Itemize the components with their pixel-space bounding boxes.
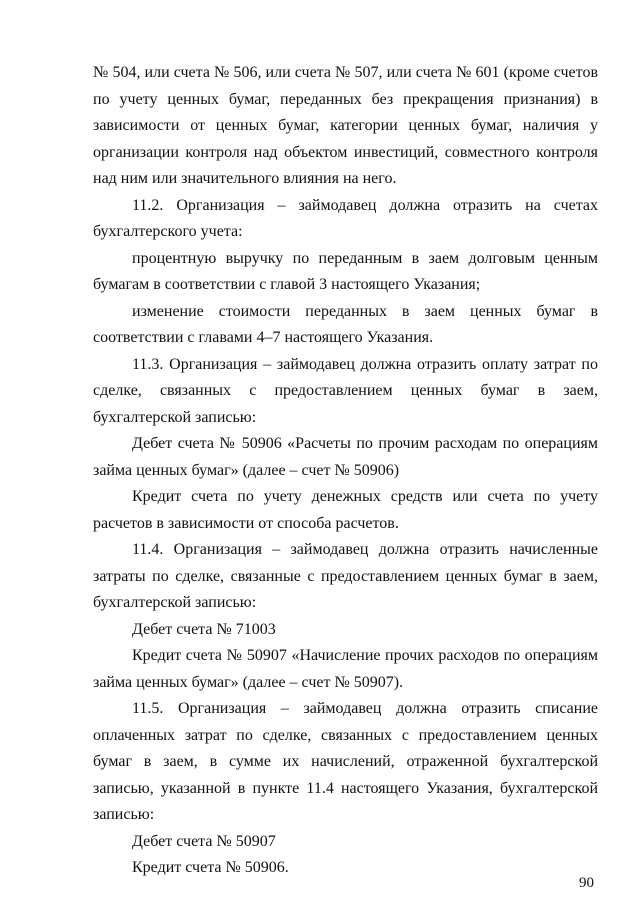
paragraph-debit-50907: Дебет счета № 50907 [132,832,276,850]
paragraph-credit-50906: Кредит счета № 50906. [132,859,289,876]
page-number: 90 [579,875,594,891]
paragraph-debit-71003: Дебет счета № 71003 [132,620,276,638]
paragraph-debit-50906: Дебет счета № 50906 «Расчеты по прочим расходам по операциям займа ценных бумаг» (далее – счет № 50906) [93,435,598,479]
document-body [93,60,598,882]
paragraph-11-5: 11.5. Организация – займодавец должна отразить списание оплаченных затрат по сделке, связанных с предоставлением ценных бумаг в заем, в сумме их начислений, отраженной бухгалтерской записью, указанной в пункте 11.4 настоящего Указания, бухгалтерской записью: [93,700,598,823]
paragraph-credit-cash: Кредит счета по учету денежных средств или счета по учету расчетов в зависимости от способа расчетов. [93,488,598,532]
paragraph-11-4: 11.4. Организация – займодавец должна отразить начисленные затраты по сделке, связанные с предоставлением ценных бумаг в заем, бухгалтерской записью: [93,541,598,611]
paragraph-interest-revenue: процентную выручку по переданным в заем долговым ценным бумагам в соответствии с главой 3 настоящего Указания; [93,249,598,293]
paragraph-accounts-continuation: № 504, или счета № 506, или счета № 507, или счета № 601 (кроме счетов по учету ценных бумаг, переданных без прекращения признания) в зависимости от ценных бумаг, категории ценных бумаг, наличия у организации контроля над объектом инвестиций, совместного контроля над ним или значительного влияния на него. [93,64,598,187]
paragraph-11-3: 11.3. Организация – займодавец должна отразить оплату затрат по сделке, связанных с предоставлением ценных бумаг в заем, бухгалтерской записью: [93,355,598,426]
paragraph-value-change: изменение стоимости переданных в заем ценных бумаг в соответствии с главами 4–7 настоящего Указания. [93,302,598,346]
paragraph-credit-50907: Кредит счета № 50907 «Начисление прочих расходов по операциям займа ценных бумаг» (далее – счет № 50907). [93,647,598,691]
paragraph-11-2: 11.2. Организация – займодавец должна отразить на счетах бухгалтерского учета: [93,196,598,240]
